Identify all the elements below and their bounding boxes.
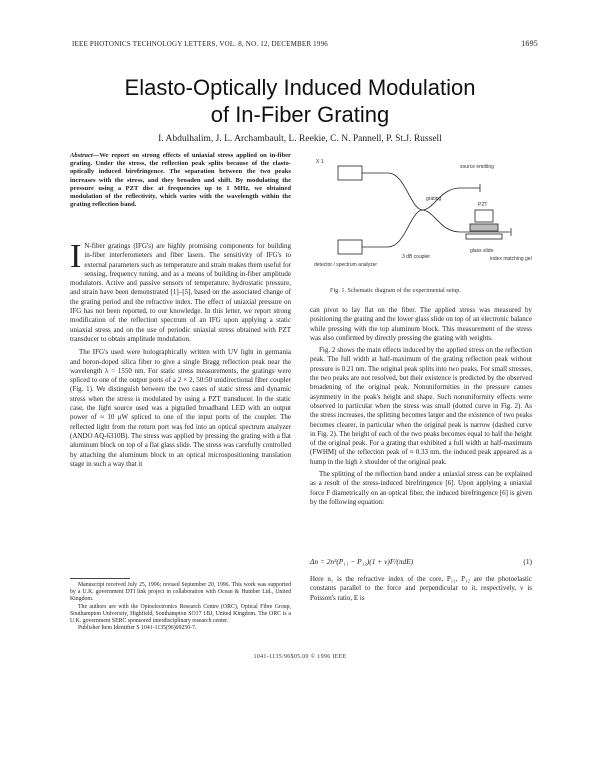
label-pzt: PZT [478,202,488,208]
label-glass-slide: glass slide [470,248,494,254]
right-column-body [310,306,532,507]
pzt-rect [475,210,493,222]
footnote-received: Manuscript received July 25, 1996; revised September 20, 1996. This work was supported by a U.K. government DTI link project in collaboration with Ocean & Humber Ltd., United Kingdom. [70,582,291,603]
introduction [70,238,291,469]
equation-1 [310,557,532,566]
running-head [72,40,538,48]
label-source: source emitting [460,164,494,170]
journal-name: IEEE PHOTONICS TECHNOLOGY LETTERS, VOL. 8, NO. 12, DECEMBER 1996 [72,40,328,48]
post-equation-text: Here n₁ is the refractive index of the core, P₁₁, P₁₂ are the photoelastic constants parallel to the force and perpendicular to it, respectively, ν is Poisson's ratio, E is [310,575,532,602]
abstract-text: We report on strong effects of uniaxial stress applied on in-fiber grating. Under the stress, the reflection peak splits because of the elasto-optically induced birefringence. The separation between the two peaks increases with the stress, and they broaden and shift. By modulating the pressure using a PZT disc at frequencies up to 1 MHz, we obtained modulation of the reflectivity, which varies with the wavelength within the grating reflection band. [70,152,291,209]
intro-paragraph-1-text: N-fiber gratings (IFG's) are highly promising components for building in-fiber interferometers and fiber lasers. The sensitivity of IFG's to external parameters such as temperature and strain makes them useful for sensing, frequency tuning, and as a means of building in-fiber amplitude modulators. Active and passive sensors of temperature, hydrostatic pressure, and strain have been demonstrated [1]–[5], based on the associated change of the grating period and the refractive index. The effect of uniaxial pressure on IFG has not been reported, to our knowledge. In this letter, we report strong modification of the reflection spectrum of an IFG upon applying a static uniaxial stress and on the use of periodic uniaxial stress obtained with PZT transducer to obtain amplitude modulation. [70,242,291,343]
abstract-label: Abstract— [70,152,100,159]
equation-text: Δn = 2n³(P₁₁ − P₁₂)(1 + ν)F/(πdE) [310,557,414,566]
page-number: 1695 [521,39,538,48]
title-line-1: Elasto-Optically Induced Modulation [124,75,476,100]
figure-1 [310,148,532,282]
equation-number: (1) [523,557,532,566]
right-paragraph-1: can pivot to lay flat on the fiber. The applied stress was measured by positioning the grating and the lower glass slide on top of an electronic balance while pressing with the top aluminum block. This measurement of the stress was also confirmed by directly pressing the grating with weights. [310,306,532,342]
abstract [70,152,291,209]
drop-cap: I [70,238,82,275]
copyright-line: 1041-1135/96$05.00 © 1996 IEEE [253,654,347,660]
label-x1: X 1 [316,159,324,165]
label-gel: index matching gel [490,256,532,262]
right-paragraph-3: The splitting of the reflection band under a uniaxial stress can be explained as a result of the stress-induced birefringence [6]. Upon applying a uniaxial force F diametrically on an optical fiber, the induced birefringence [6] is given by the following equation: [310,470,532,506]
label-grating: grating [426,196,442,202]
footnote-divider [70,578,130,579]
footnote-identifier: Publisher Item Identifier S 1041-1135(96)09250-7. [78,625,197,632]
figure-caption: Fig. 1. Schematic diagram of the experimental setup. [330,287,461,294]
intro-paragraph-2: The IFG's used were holographically written with UV light in germania and boron-doped silica fiber to give a single Bragg reflection peak near the wavelength λ = 1550 nm. For static stress measurements, the gratings were spliced to one of the output ports of a 2 × 2, 50:50 unidirectional fiber coupler (Fig. 1). We distinguish between the two cases of static stress and dynamic stress when the stress is modulated by using a PZT transducer. In the static case, the light source used was a pigtailed broadband LED with an output power of ≈ 10 μW spliced to one of the input ports of the coupler. The reflected light from the return port was fed into an optical spectrum analyzer (ANDO AQ-6310B). The stress was applied by pressing the grating with a flat aluminum block on top of a flat glass slide. The stress was carefully controlled by attaching the aluminum block to an optical microspositioning translation stage in such a way that it [70,348,291,468]
right-paragraph-2: Fig. 2 shows the main effects induced by the applied stress on the reflection peak. The full width at half-maximum of the grating reflection peak without pressure is 0.21 nm. The original peak splits into two peaks. For small stresses, the two peaks are not resolved, but their existence is predicted by the observed broadening of the original peak. Nonuniformities in the pressure causes asymmetry in the peak's height and shape. Such nonuniformity effects were observed in particular when the stress was small (dotted curve in Fig. 2). As the stress increases, the splitting becomes larger and the existence of two peaks becomes clearer, in particular when the original peak is narrow (dashed curve in Fig. 2). The height of each of the two peaks becomes equal to half the height of the original peak. For a grating that exhibited a full width at half-maximum (FWHM) of the reflection peak of ≈ 0.33 nm, the induced peak appeared as a hump in the high λ shoulder of the original peak. [310,346,532,466]
glass-slide-rect [466,234,502,239]
grating-rect [470,224,498,231]
intro-paragraph-1 [70,238,291,344]
footnote-affiliation: The authors are with the Optoelectronics Research Centre (ORC), Optical Fibre Group, Southampton University, Highfield, Southampton SO17 1BJ, United Kingdom. The ORC is a U.K. government SERC sponsored interdisciplinary research center. [70,603,291,625]
label-analyzer: detector / spectrum analyzer [314,262,378,268]
setup-diagram [310,148,532,272]
author-list: I. Abdulhalim, J. L. Archambault, L. Reekie, C. N. Pannell, P. St.J. Russell [158,134,442,144]
source-box [338,166,362,180]
title-line-2: of In-Fiber Grating [210,102,390,127]
label-coupler: 3 dB coupler [402,254,431,260]
analyzer-box [338,240,362,254]
paper-title [60,74,540,128]
footnotes [70,582,291,632]
